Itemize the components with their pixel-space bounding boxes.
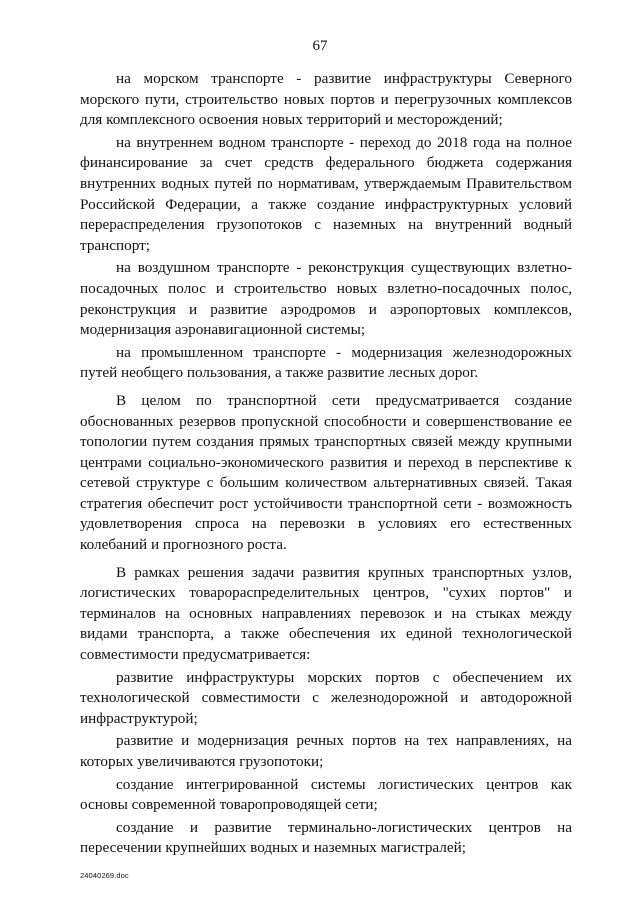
paragraph-river-ports: развитие и модернизация речных портов на тех направлениях, на которых увеличиваются грузопотоки; xyxy=(80,732,572,770)
paragraph-inland-water-transport: на внутреннем водном транспорте - переход до 2018 года на полное финансирование за счет средств федерального бюджета содержания внутренних водных путей по нормативам, утверждаемым Правительством Российской Федерации, а также создание инфраструктурных условий перераспределения грузопотоков с наземных на внутренний водный транспорт; xyxy=(80,133,572,254)
paragraph-logistics-centers: создание интегрированной системы логистических центров как основы современной товаропроводящей сети; xyxy=(80,775,572,814)
paragraph-sea-ports: развитие инфраструктуры морских портов с обеспечением их технологической совместимости с железнодорожной и автодорожной инфраструктурой; xyxy=(80,668,572,727)
paragraph-sea-transport: на морском транспорте - развитие инфраструктуры Северного морского пути, строительство новых портов и перегрузочных комплексов для комплексного освоения новых территорий и месторождений; xyxy=(80,70,572,129)
document-body xyxy=(80,69,572,861)
paragraph-industrial-transport: на промышленном транспорте - модернизация железнодорожных путей необщего пользования, а также развитие лесных дорог. xyxy=(80,343,572,382)
paragraph-air-transport: на воздушном транспорте - реконструкция существующих взлетно-посадочных полос и строительство новых взлетно-посадочных полос, реконструкция и развитие аэродромов и аэропортовых комплексов, модернизация аэронавигационной системы; xyxy=(80,259,572,339)
footer-doc-code: 24040269.doc xyxy=(80,871,129,880)
paragraph-transport-hubs: В рамках решения задачи развития крупных транспортных узлов, логистических товарораспределительных центров, "сухих портов" и терминалов на основных направлениях перевозок и на стыках между видами транспорта, а также обеспечения их единой технологической совместимости предусматривается: xyxy=(80,563,572,664)
paragraph-transport-network: В целом по транспортной сети предусматривается создание обоснованных резервов пропускной способности и совершенствование ее топологии путем создания прямых транспортных связей между крупными центрами социально-экономического развития и переход в перспективе к сетевой структуре с большим количеством альтернативных связей. Такая стратегия обеспечит рост устойчивости транспортной сети - возможность удовлетворения спроса на перевозки в условиях его естественных колебаний и прогнозного роста. xyxy=(80,391,572,554)
page-number: 67 xyxy=(312,38,328,54)
paragraph-terminal-logistics: создание и развитие терминально-логистических центров на пересечении крупнейших водных и наземных магистралей; xyxy=(80,818,572,857)
